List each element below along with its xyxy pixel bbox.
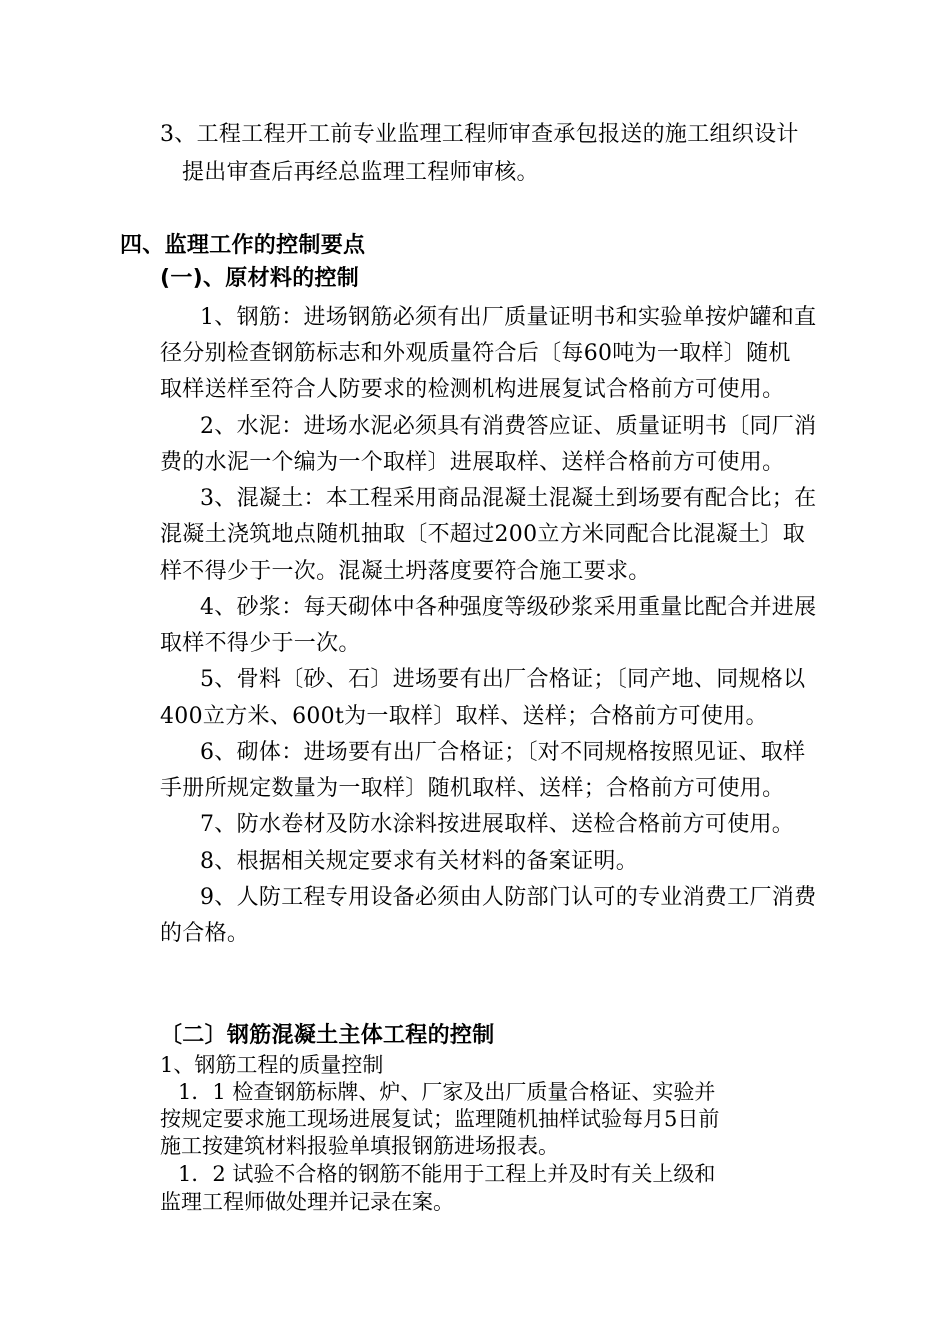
rebar-point-1-line-2: 按规定要求施工现场进展复试；监理随机抽样试验每月5日前 xyxy=(160,1107,720,1131)
material-item-5-line-1: 5、骨料〔砂、石〕进场要有出厂合格证；〔同产地、同规格以 xyxy=(200,667,806,692)
subsection-1-heading: (一)、原材料的控制 xyxy=(160,266,360,291)
material-item-5-line-2: 400立方米、600t为一取样〕取样、送样；合格前方可使用。 xyxy=(160,704,768,729)
material-item-8-line-1: 8、根据相关规定要求有关材料的备案证明。 xyxy=(200,849,638,874)
rebar-point-2-line-2: 监理工程师做处理并记录在案。 xyxy=(160,1190,454,1214)
rebar-point-2-line-1: 1．2 试验不合格的钢筋不能用于工程上并及时有关上级和 xyxy=(178,1162,716,1186)
material-item-6-line-2: 手册所规定数量为一取样〕随机取样、送样；合格前方可使用。 xyxy=(160,776,785,801)
item-3-line-2: 提出审查后再经总监理工程师审核。 xyxy=(182,160,539,185)
material-item-9-line-1: 9、人防工程专用设备必须由人防部门认可的专业消费工厂消费 xyxy=(200,885,817,910)
material-item-7-line-1: 7、防水卷材及防水涂料按进展取样、送检合格前方可使用。 xyxy=(200,812,795,837)
item-3-line-1: 3、工程工程开工前专业监理工程师审查承包报送的施工组织设计 xyxy=(160,122,799,147)
material-item-1-line-1: 1、钢筋：进场钢筋必须有出厂质量证明书和实验单按炉罐和直 xyxy=(200,305,817,330)
material-item-9-line-2: 的合格。 xyxy=(160,921,250,946)
rebar-point-1-line-1: 1．1 检查钢筋标牌、炉、厂家及出厂质量合格证、实验并 xyxy=(178,1080,716,1104)
material-item-3-line-2: 混凝土浇筑地点随机抽取〔不超过200立方米同配合比混凝土〕取 xyxy=(160,522,805,547)
material-item-2-line-1: 2、水泥：进场水泥必须具有消费答应证、质量证明书〔同厂消 xyxy=(200,414,817,439)
material-item-4-line-2: 取样不得少于一次。 xyxy=(160,631,361,656)
material-item-3-line-1: 3、混凝土：本工程采用商品混凝土混凝土到场要有配合比；在 xyxy=(200,486,817,511)
subsection-2-heading: 〔二〕钢筋混凝土主体工程的控制 xyxy=(160,1023,495,1048)
material-item-1-line-3: 取样送样至符合人防要求的检测机构进展复试合格前方可使用。 xyxy=(160,377,785,402)
material-item-2-line-2: 费的水泥一个编为一个取样〕进展取样、送样合格前方可使用。 xyxy=(160,450,785,475)
rebar-point-1-line-3: 施工按建筑材料报验单填报钢筋进场报表。 xyxy=(160,1134,559,1158)
rebar-quality-heading: 1、钢筋工程的质量控制 xyxy=(160,1053,384,1077)
material-item-1-line-2: 径分别检查钢筋标志和外观质量符合后〔每60吨为一取样〕随机 xyxy=(160,341,791,366)
material-item-6-line-1: 6、砌体：进场要有出厂合格证；〔对不同规格按照见证、取样 xyxy=(200,740,806,765)
material-item-3-line-3: 样不得少于一次。混凝土坍落度要符合施工要求。 xyxy=(160,559,651,584)
section-4-heading: 四、监理工作的控制要点 xyxy=(120,233,366,258)
material-item-4-line-1: 4、砂浆：每天砌体中各种强度等级砂浆采用重量比配合并进展 xyxy=(200,595,817,620)
